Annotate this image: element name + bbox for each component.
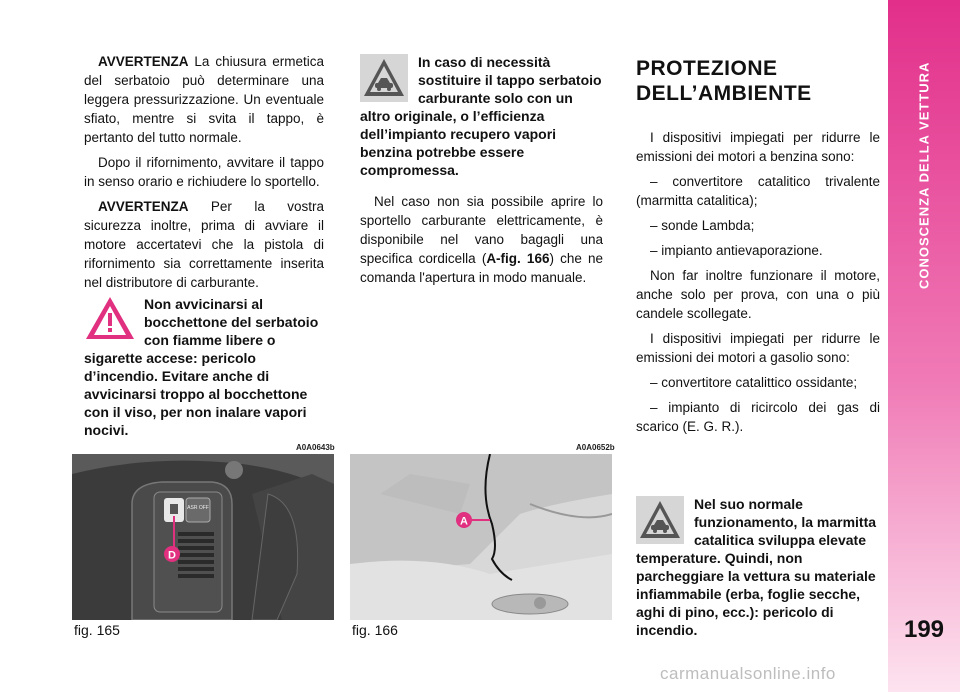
paragraph: Dopo il rifornimento, avvitare il tappo in senso orario e richiudere lo sportello. (84, 155, 324, 189)
column-2-text (360, 192, 603, 293)
figure-165 (72, 454, 334, 620)
list-item: – sonde Lambda; (650, 218, 755, 233)
heading-line-2: DELL’AMBIENTE (636, 82, 812, 105)
list-item: – impianto di ricircolo dei gas di scarico (E. G. R.). (636, 400, 880, 434)
asr-button-label: ASR OFF (187, 505, 209, 511)
column-1 (84, 52, 324, 298)
caution-text: In caso di necessità sostituire il tappo serbatoio carburante solo con un altro originale, o l’efficienza dell’impianto recupero vapori benzina potrebbe essere compromessa. (360, 54, 602, 178)
marker-a: A (460, 515, 468, 528)
figure-code: A0A0643b (296, 443, 335, 452)
figure-166 (350, 454, 612, 620)
paragraph: La chiusura ermetica del serbatoio può determinare una leggera pressurizzazione. Un eventuale sfiato, mentre si svita il tappo, è pertanto del tutto normale. (84, 54, 324, 145)
paragraph: I dispositivi impiegati per ridurre le emissioni dei motori a gasolio sono: (636, 331, 880, 365)
figure-reference: A-fig. 166 (486, 251, 550, 266)
caution-catalytic (636, 495, 880, 639)
paragraph: Per la vostra sicurezza inoltre, prima di avviare il motore accertatevi che la pistola di rifornimento sia correttamente inserita nel distributore di carburante. (84, 199, 324, 290)
marker-d: D (168, 549, 176, 562)
list-item: – convertitore catalittico ossidante; (650, 375, 858, 390)
heading-line-1: PROTEZIONE (636, 57, 778, 80)
paragraph-part: Nel caso non sia possibile aprire lo sportello carburante elettricamente, è disponibile nel vano bagagli una specifica cordicella ( (360, 194, 603, 266)
warning-lead: AVVERTENZA (98, 54, 189, 69)
list-item: – convertitore catalitico trivalente (marmitta catalitica); (636, 174, 880, 208)
paragraph-part: ) che ne comanda l'apertura in modo manuale. (360, 251, 604, 285)
page-number: 199 (903, 616, 945, 643)
caution-text: Nel suo normale funzionamento, la marmitta catalitica sviluppa elevate temperature. Quindi, non parcheggiare la vettura su materiale infiammabile (erba, foglie secche, aghi di pino, ecc.): pericolo di incendio. (636, 496, 877, 638)
danger-warning (84, 295, 324, 439)
paragraph: I dispositivi impiegati per ridurre le emissioni dei motori a benzina sono: (636, 130, 880, 164)
section-heading (636, 56, 812, 106)
paragraph: Non far inoltre funzionare il motore, anche solo per prova, con una o più candele scollegate. (636, 268, 880, 321)
figure-caption: fig. 165 (74, 622, 120, 638)
warning-lead: AVVERTENZA (98, 199, 189, 214)
watermark: carmanualsonline.info (660, 664, 836, 683)
figure-caption: fig. 166 (352, 622, 398, 638)
list-item: – impianto antievaporazione. (650, 243, 823, 258)
column-3-text (636, 128, 880, 442)
section-title: CONOSCENZA DELLA VETTURA (916, 61, 932, 289)
danger-warning-text: Non avvicinarsi al bocchettone del serbatoio con fiamme libere o sigarette accese: pericolo d’incendio. Evitare anche di avvicinarsi troppo al bocchettone con il viso, per non inalare vapori nocivi. (84, 296, 319, 438)
figure-code: A0A0652b (576, 443, 615, 452)
caution-fuel-cap (360, 53, 603, 179)
